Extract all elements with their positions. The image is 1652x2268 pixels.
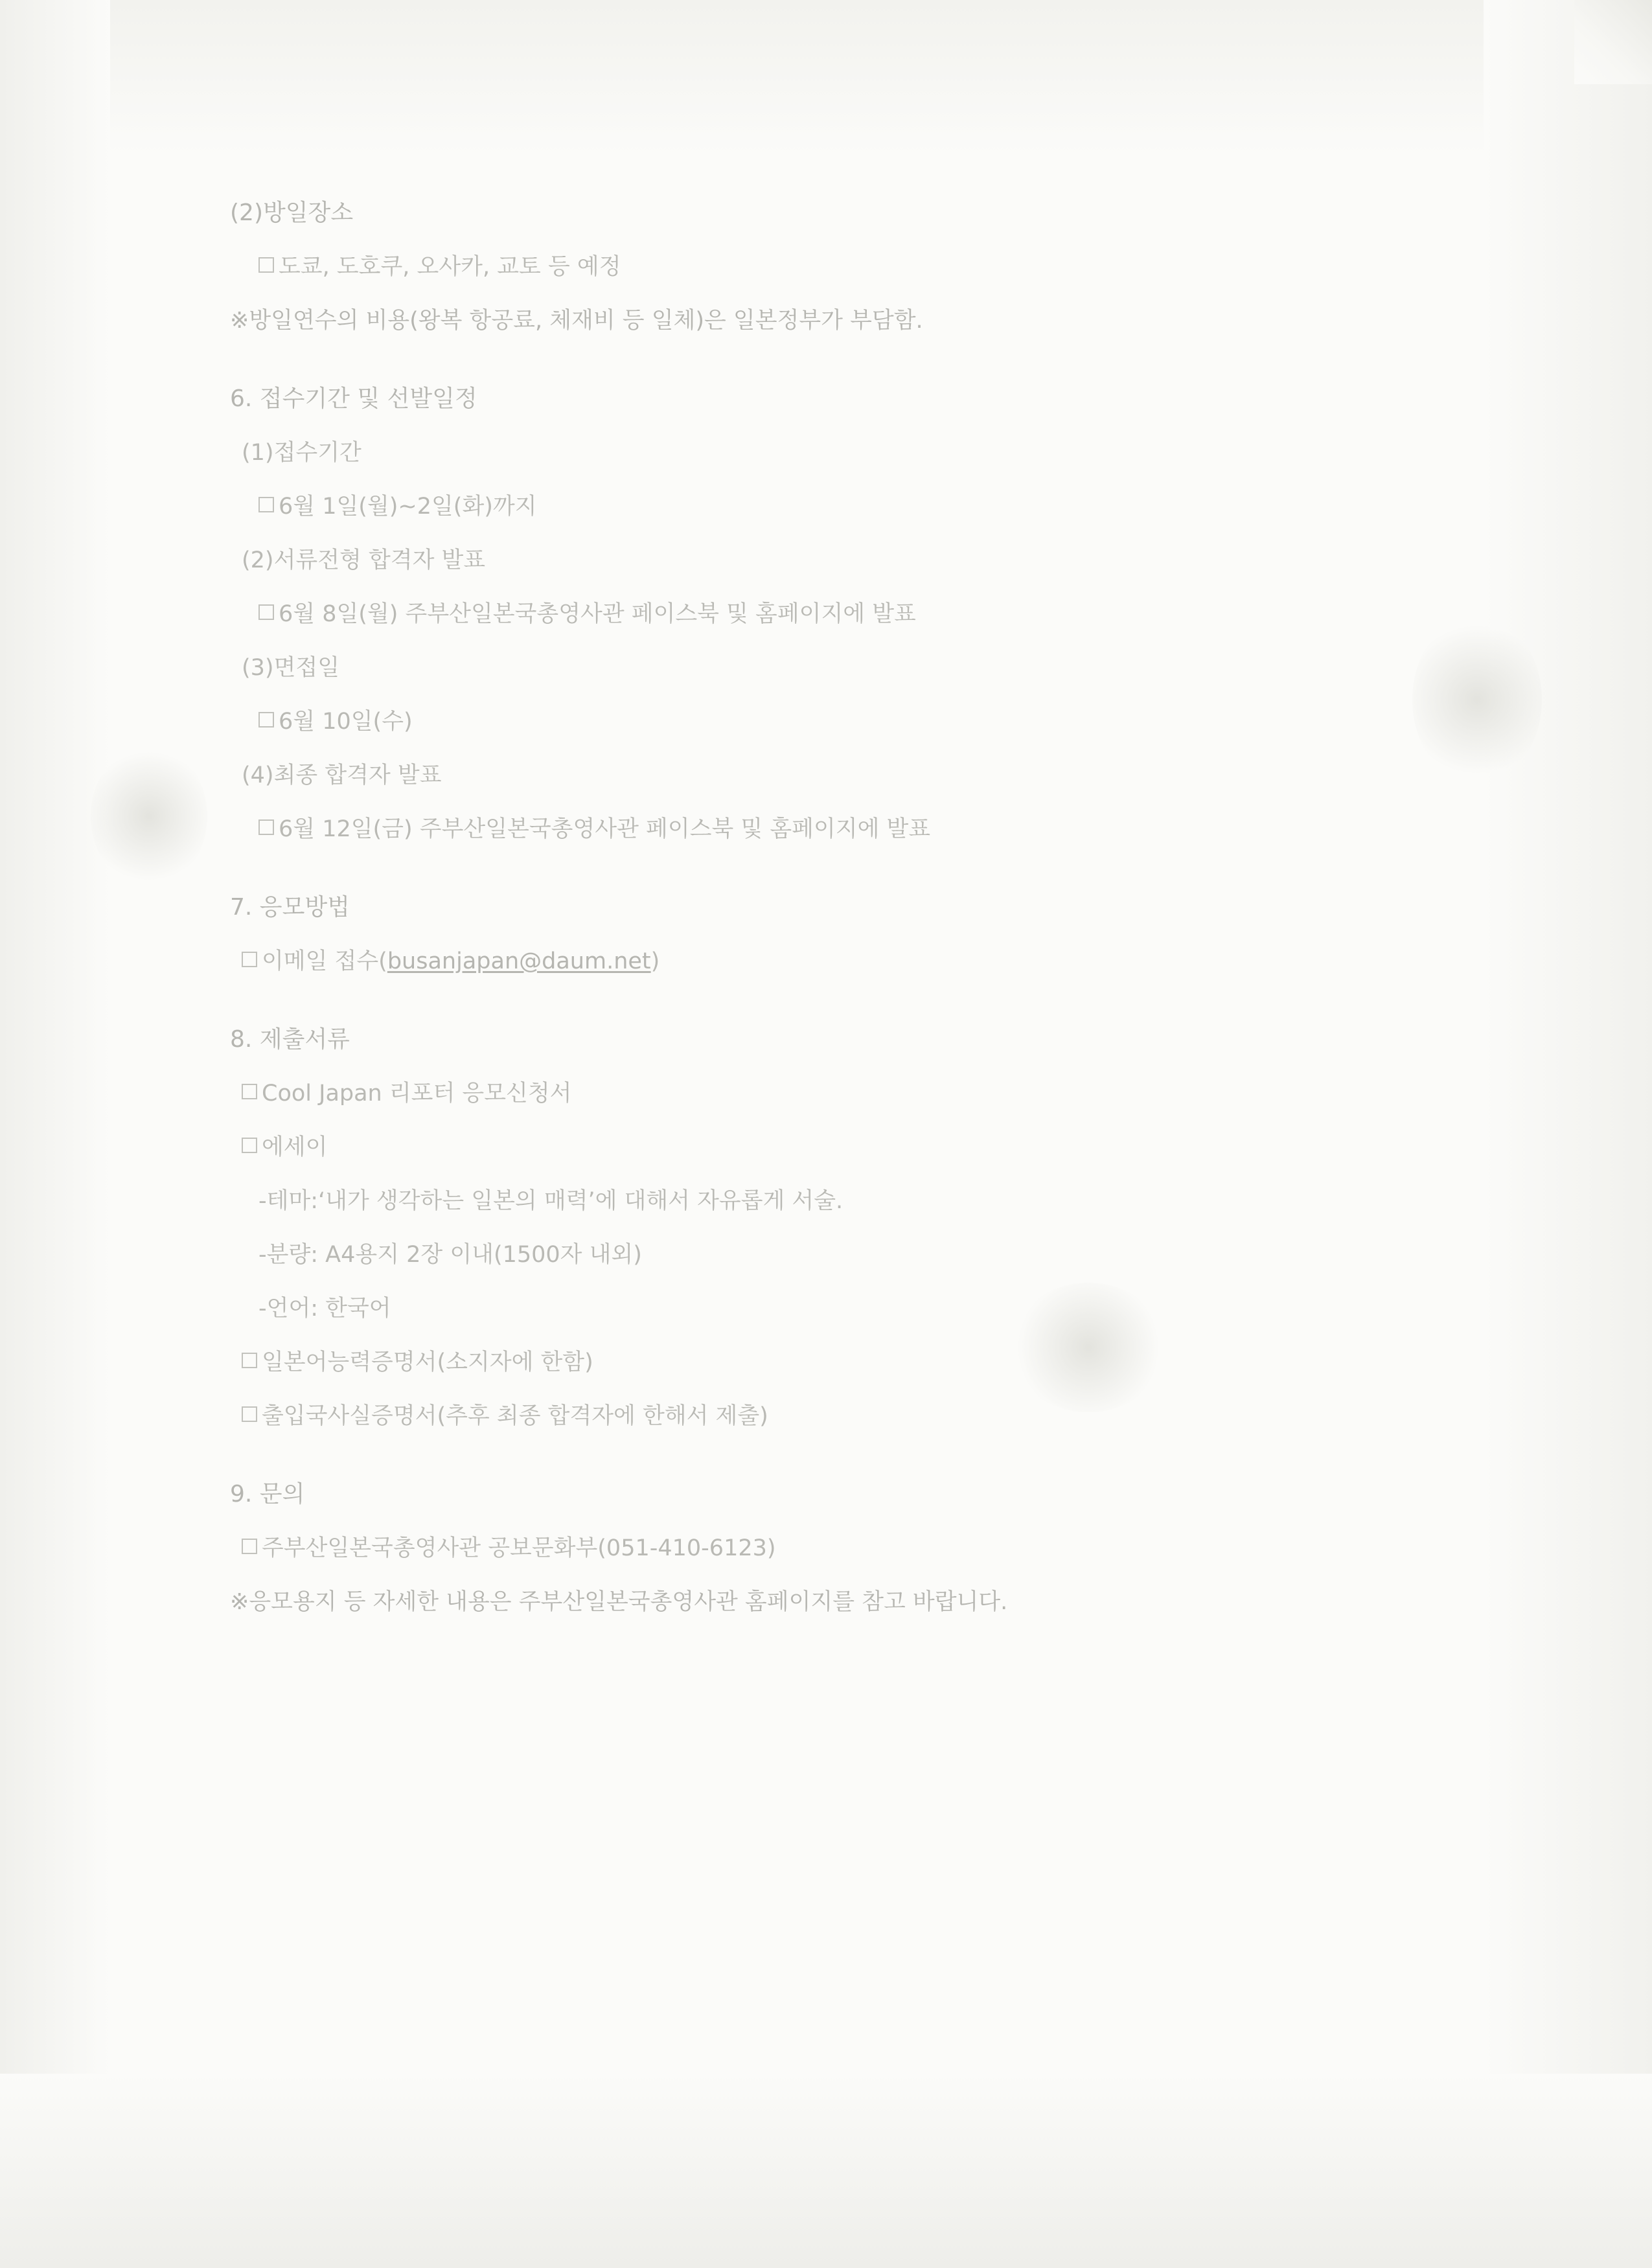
scan-shadow-top — [0, 0, 1652, 155]
section-how-to-apply — [230, 889, 1461, 976]
section-note: ※응모용지 등 자세한 내용은 주부산일본국총영사관 홈페이지를 참고 바랍니다. — [230, 1589, 1008, 1615]
checkbox-icon[interactable] — [258, 712, 274, 727]
spacer — [230, 843, 1461, 889]
list-item: 도쿄, 도호쿠, 오사카, 교토 등 예정 — [230, 249, 1461, 281]
checkbox-icon[interactable] — [258, 257, 274, 273]
section-documents — [230, 1021, 1461, 1430]
subsection-label: (3)면접일 — [242, 655, 340, 681]
spacer — [230, 335, 1461, 380]
checkbox-icon[interactable] — [242, 1084, 257, 1099]
list-item: 출입국사실증명서(추후 최종 합격자에 한해서 제출) — [230, 1398, 1461, 1430]
list-item: 일본어능력증명서(소지자에 한함) — [230, 1344, 1461, 1377]
section-visit-place — [230, 194, 1461, 335]
list-item: 에세이 — [230, 1129, 1461, 1162]
list-subitem: -분량: A4용지 2장 이내(1500자 내외) — [258, 1242, 642, 1268]
scan-smudge — [91, 745, 207, 888]
scan-shadow-right — [1484, 0, 1652, 2268]
section-schedule — [230, 380, 1461, 843]
email-link[interactable]: busanjapan@daum.net — [387, 948, 651, 974]
list-subitem: -테마:‘내가 생각하는 일본의 매력’에 대해서 자유롭게 서술. — [258, 1188, 843, 1214]
checkbox-icon[interactable] — [242, 1138, 257, 1153]
list-item: 6월 10일(수) — [230, 704, 1461, 736]
subsection-label: (4)최종 합격자 발표 — [242, 762, 442, 788]
checkbox-icon[interactable] — [242, 1353, 257, 1368]
subsection-label: (2)서류전형 합격자 발표 — [242, 547, 486, 573]
section-inquiry — [230, 1476, 1461, 1616]
spacer — [230, 1430, 1461, 1476]
list-item: 6월 12일(금) 주부산일본국총영사관 페이스북 및 홈페이지에 발표 — [230, 811, 1461, 843]
checkbox-icon[interactable] — [258, 497, 274, 512]
list-item: 6월 1일(월)~2일(화)까지 — [230, 488, 1461, 521]
list-item: 6월 8일(월) 주부산일본국총영사관 페이스북 및 홈페이지에 발표 — [230, 596, 1461, 628]
list-item: 주부산일본국총영사관 공보문화부(051-410-6123) — [230, 1530, 1461, 1563]
section-heading: (2)방일장소 — [230, 200, 354, 226]
list-item: Cool Japan 리포터 응모신청서 — [230, 1075, 1461, 1108]
checkbox-icon[interactable] — [258, 604, 274, 620]
checkbox-icon[interactable] — [242, 952, 257, 967]
scan-shadow-bottom — [0, 2074, 1652, 2268]
list-subitem: -언어: 한국어 — [258, 1296, 391, 1322]
subsection-label: (1)접수기간 — [242, 440, 361, 466]
section-heading: 7. 응모방법 — [230, 894, 350, 921]
checkbox-icon[interactable] — [242, 1406, 257, 1422]
section-heading: 9. 문의 — [230, 1481, 305, 1507]
document-body — [230, 194, 1461, 1616]
section-heading: 8. 제출서류 — [230, 1026, 350, 1053]
scan-shadow-left — [0, 0, 110, 2268]
checkbox-icon[interactable] — [258, 819, 274, 835]
section-note: ※방일연수의 비용(왕복 항공료, 체재비 등 일체)은 일본정부가 부담함. — [230, 308, 923, 334]
section-heading: 6. 접수기간 및 선발일정 — [230, 385, 477, 412]
page-corner-fold — [1574, 0, 1652, 84]
checkbox-icon[interactable] — [242, 1539, 257, 1554]
list-item: 이메일 접수( busanjapan@daum.net ) — [230, 943, 1461, 976]
spacer — [230, 976, 1461, 1021]
